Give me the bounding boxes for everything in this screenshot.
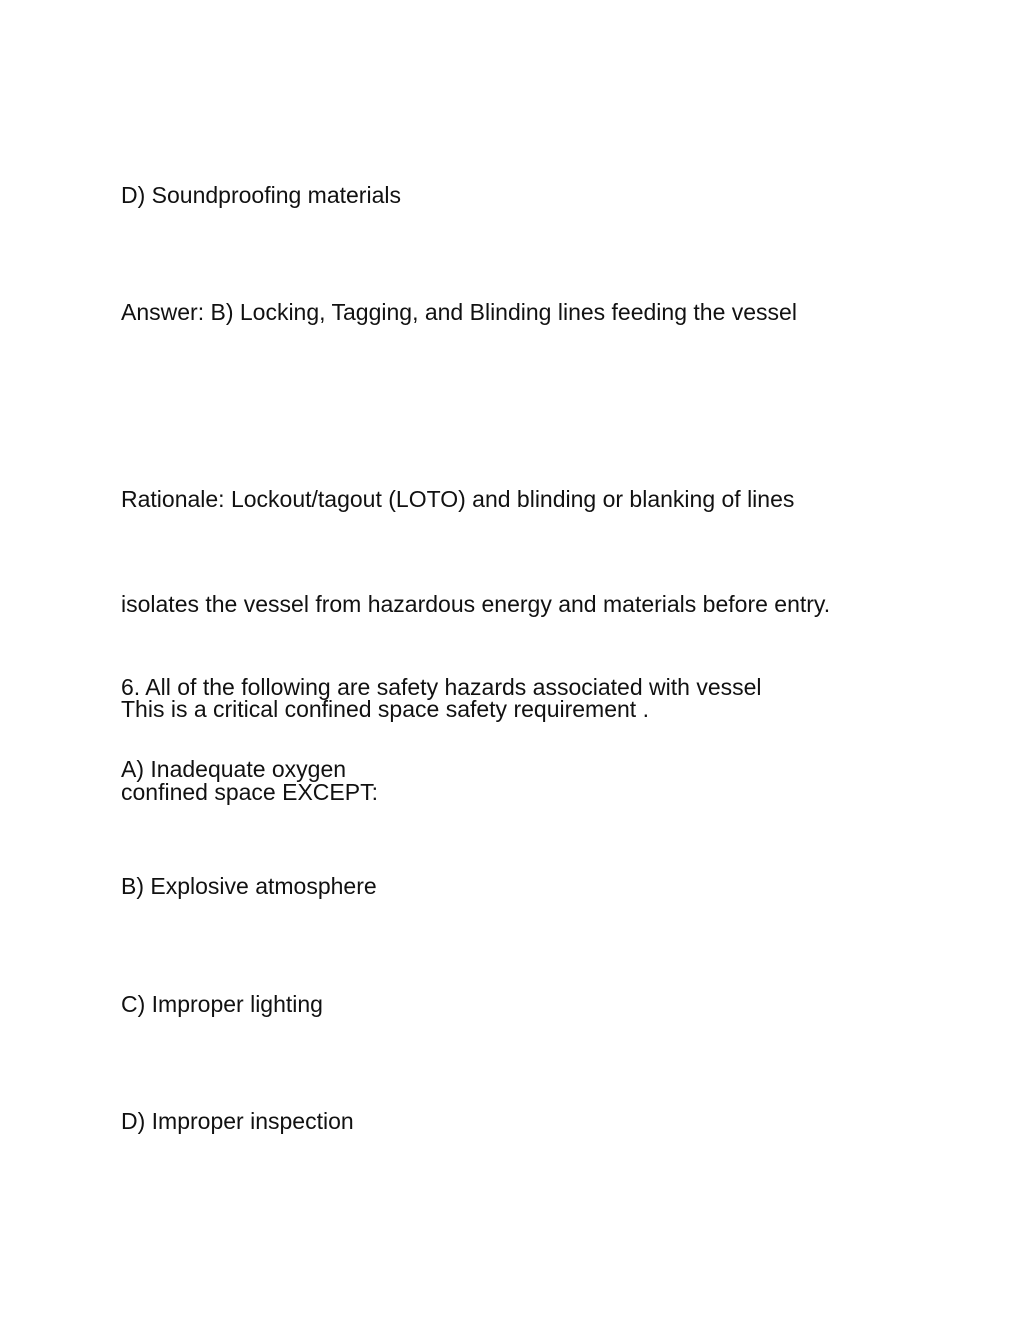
question-6 <box>121 600 901 880</box>
option-d: D) Improper inspection <box>121 1108 354 1134</box>
answer-line: Answer: B) Locking, Tagging, and Blinding lines feeding the vessel <box>121 299 797 325</box>
option-b: B) Explosive atmosphere <box>121 873 377 899</box>
option-a: A) Inadequate oxygen <box>121 756 347 782</box>
option-c: C) Improper lighting <box>121 991 323 1017</box>
rationale-line: Rationale: Lockout/tagout (LOTO) and blinding or blanking of lines <box>121 486 795 512</box>
question-line: confined space EXCEPT: <box>121 779 378 805</box>
previous-option-d: D) Soundproofing materials <box>121 182 401 208</box>
question-line: 6. All of the following are safety hazards associated with vessel <box>121 674 762 700</box>
rationale-line: isolates the vessel from hazardous energy and materials before entry. <box>121 591 831 617</box>
rationale-line: This is a critical confined space safety requirement . <box>121 696 649 722</box>
